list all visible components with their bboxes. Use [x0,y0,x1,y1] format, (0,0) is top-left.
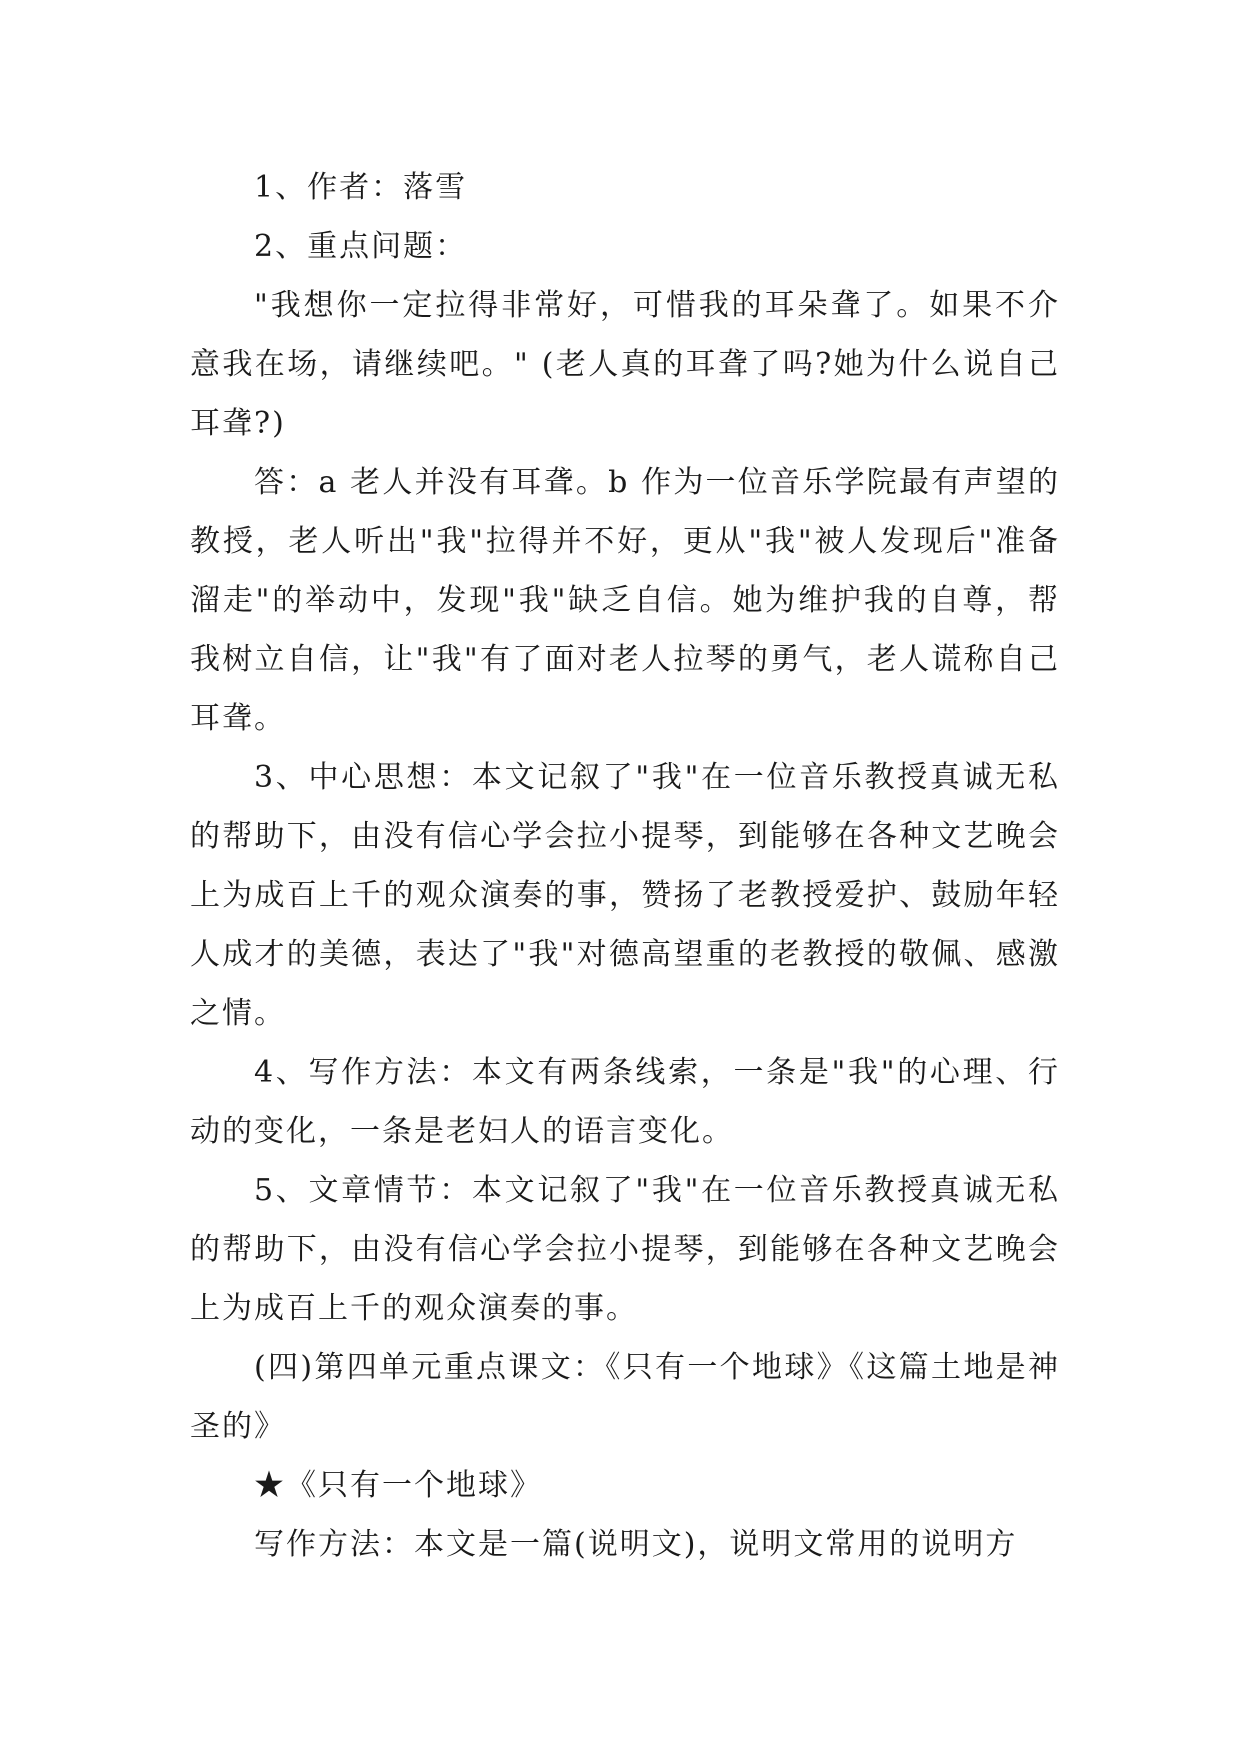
document-body [190,158,1060,1574]
paragraph-quote-question: "我想你一定拉得非常好，可惜我的耳朵聋了。如果不介意我在场，请继续吧。" (老人真的耳聋了吗?她为什么说自己耳聋?) [190,288,1060,441]
paragraph-central-idea: 3、中心思想：本文记叙了"我"在一位音乐教授真诚无私的帮助下，由没有信心学会拉小提琴，到能够在各种文艺晚会上为成百上千的观众演奏的事，赞扬了老教授爱护、鼓励年轻人成才的美德，表达了"我"对德高望重的老教授的敬佩、感激之情。 [190,760,1060,1031]
paragraph-writing-method: 4、写作方法：本文有两条线索，一条是"我"的心理、行动的变化，一条是老妇人的语言变化。 [190,1055,1060,1149]
paragraph-plot: 5、文章情节：本文记叙了"我"在一位音乐教授真诚无私的帮助下，由没有信心学会拉小提琴，到能够在各种文艺晚会上为成百上千的观众演奏的事。 [190,1173,1060,1326]
paragraph-answer: 答：a 老人并没有耳聋。b 作为一位音乐学院最有声望的教授，老人听出"我"拉得并不好，更从"我"被人发现后"准备溜走"的举动中，发现"我"缺乏自信。她为维护我的自尊，帮我树立自信，让"我"有了面对老人拉琴的勇气，老人谎称自己耳聋。 [190,465,1060,736]
paragraph-lesson-title: ★《只有一个地球》 [254,1468,542,1503]
paragraph-key-questions-heading: 2、重点问题： [254,229,468,264]
paragraph-unit-four-heading: (四)第四单元重点课文：《只有一个地球》《这篇土地是神圣的》 [190,1350,1060,1444]
paragraph-author: 1、作者：落雪 [254,170,468,205]
paragraph-lesson-writing-method: 写作方法：本文是一篇(说明文)，说明文常用的说明方 [254,1527,1018,1562]
